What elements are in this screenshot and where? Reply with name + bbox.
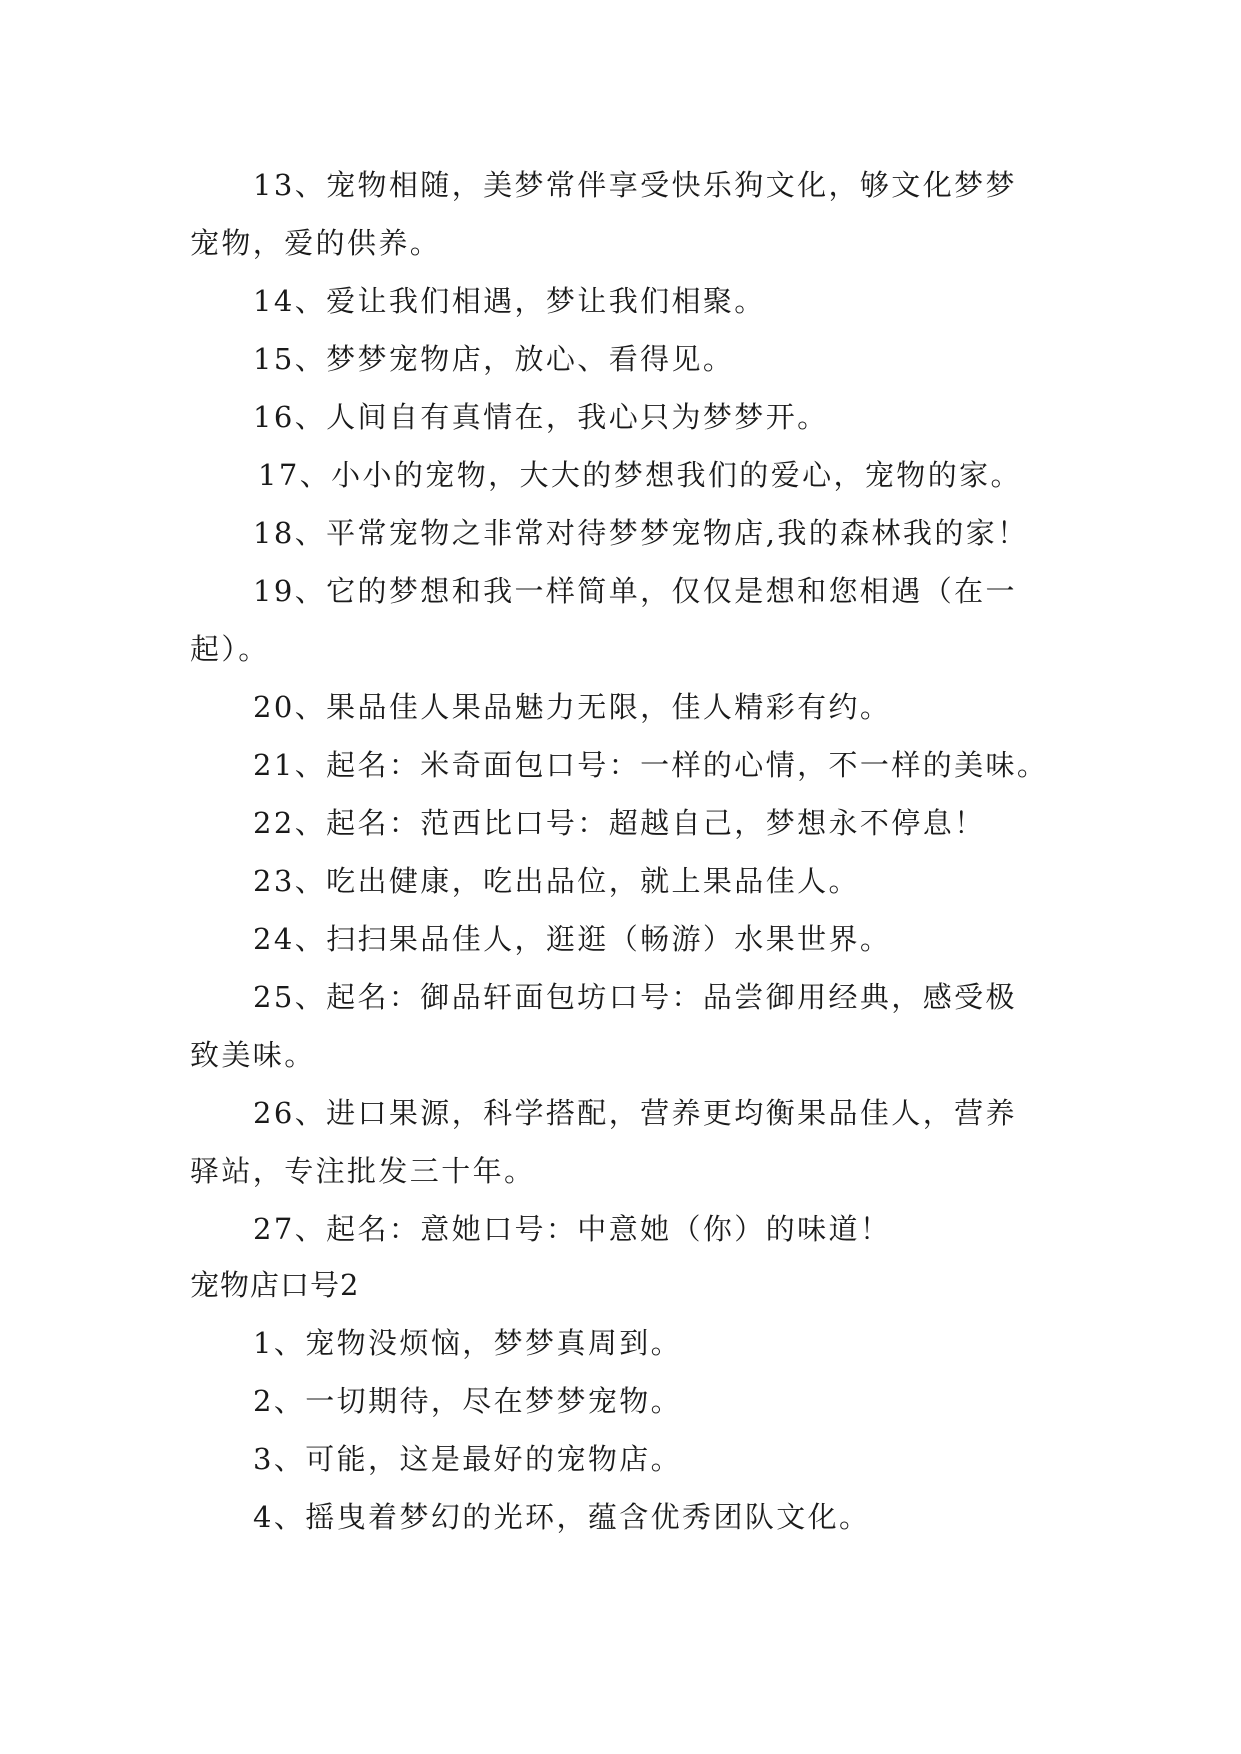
section2-slogan-4: 4、摇曳着梦幻的光环，蕴含优秀团队文化。 — [253, 1500, 871, 1534]
slogan-19-line-2: 起）。 — [190, 632, 270, 666]
slogan-13-line-2: 宠物，爱的供养。 — [190, 226, 442, 260]
slogan-20: 20、果品佳人果品魅力无限，佳人精彩有约。 — [253, 690, 892, 724]
slogan-23: 23、吃出健康，吃出品位，就上果品佳人。 — [253, 864, 860, 898]
section2-slogan-1: 1、宠物没烦恼，梦梦真周到。 — [253, 1326, 683, 1360]
slogan-18: 18、平常宠物之非常对待梦梦宠物店,我的森林我的家！ — [253, 516, 1029, 550]
slogan-16: 16、人间自有真情在，我心只为梦梦开。 — [253, 400, 829, 434]
section-heading: 宠物店口号2 — [190, 1268, 360, 1302]
slogan-19-line-1: 19、它的梦想和我一样简单，仅仅是想和您相遇（在一 — [253, 574, 1017, 608]
slogan-26-line-1: 26、进口果源，科学搭配，营养更均衡果品佳人，营养 — [253, 1096, 1017, 1130]
slogan-24: 24、扫扫果品佳人，逛逛（畅游）水果世界。 — [253, 922, 892, 956]
slogan-17: 17、小小的宠物，大大的梦想我们的爱心，宠物的家。 — [258, 458, 1022, 492]
slogan-25-line-1: 25、起名：御品轩面包坊口号：品尝御用经典，感受极 — [253, 980, 1017, 1014]
section2-slogan-3: 3、可能，这是最好的宠物店。 — [253, 1442, 683, 1476]
slogan-26-line-2: 驿站，专注批发三十年。 — [190, 1154, 536, 1188]
slogan-15: 15、梦梦宠物店，放心、看得见。 — [253, 342, 735, 376]
slogan-13-line-1: 13、宠物相随，美梦常伴享受快乐狗文化，够文化梦梦 — [253, 168, 1017, 202]
slogan-27: 27、起名：意她口号：中意她（你）的味道！ — [253, 1212, 892, 1246]
section2-slogan-2: 2、一切期待，尽在梦梦宠物。 — [253, 1384, 683, 1418]
slogan-21: 21、起名：米奇面包口号：一样的心情，不一样的美味。 — [253, 748, 1049, 782]
slogan-25-line-2: 致美味。 — [190, 1038, 316, 1072]
slogan-14: 14、爱让我们相遇，梦让我们相聚。 — [253, 284, 766, 318]
slogan-22: 22、起名：范西比口号：超越自己，梦想永不停息！ — [253, 806, 986, 840]
